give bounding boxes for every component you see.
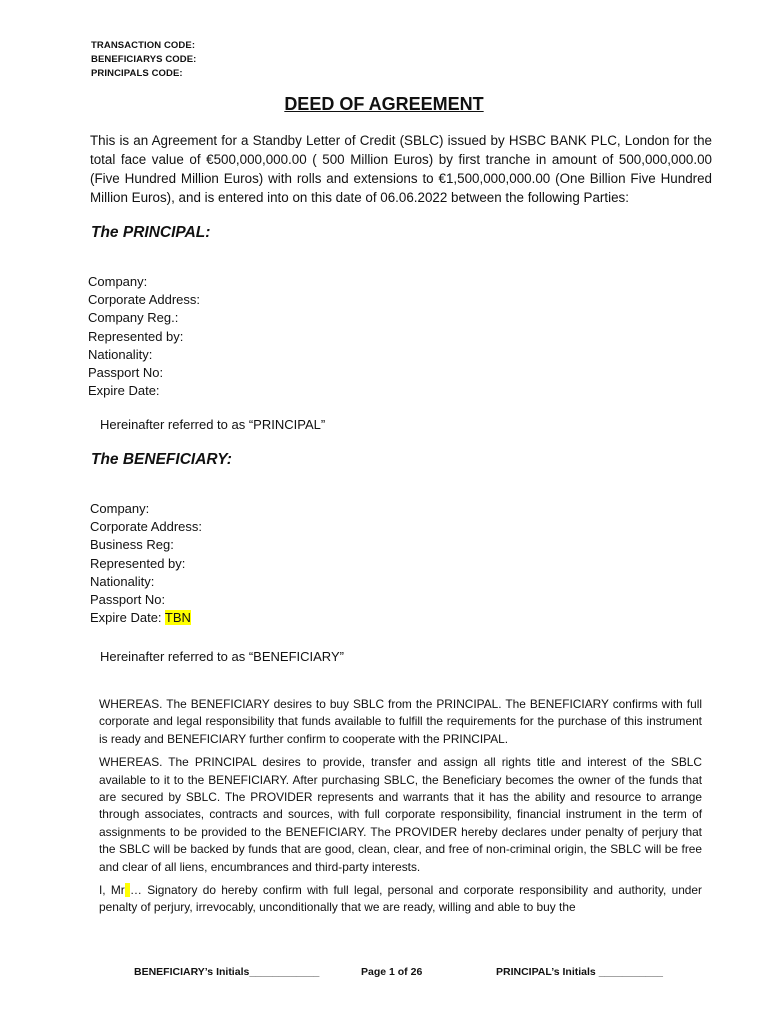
signatory-rest: … Signatory do hereby confirm with full legal, personal and corporate responsibility and authority, under penalty of perjury, irrevocably, unconditionally that we are ready, willing and able to buy the bbox=[99, 883, 702, 915]
principal-company-label: Company: bbox=[88, 274, 148, 289]
beneficiarys-code-label: BENEFICIARYS CODE: bbox=[91, 54, 197, 65]
principals-code-label: PRINCIPALS CODE: bbox=[91, 68, 183, 79]
beneficiary-heading: The BENEFICIARY: bbox=[91, 451, 232, 468]
beneficiary-referred-text: Hereinafter referred to as “BENEFICIARY” bbox=[100, 649, 344, 664]
footer-principal-initials: PRINCIPAL’s Initials ___________ bbox=[496, 966, 663, 978]
principal-fields bbox=[88, 273, 200, 400]
principal-referred-text: Hereinafter referred to as “PRINCIPAL” bbox=[100, 417, 326, 432]
footer-page-number: Page 1 of 26 bbox=[361, 966, 423, 978]
beneficiary-expire-value: TBN bbox=[164, 610, 191, 626]
beneficiary-expire-label: Expire Date: bbox=[90, 610, 165, 626]
principal-represented-label: Represented by: bbox=[88, 328, 184, 344]
signatory-clause bbox=[99, 882, 702, 917]
footer-beneficiary-initials: BENEFICIARY’s Initials____________ bbox=[134, 966, 320, 978]
beneficiary-reg-label: Business Reg: bbox=[90, 537, 174, 553]
beneficiary-passport-label: Passport No: bbox=[90, 592, 166, 608]
beneficiary-address-label: Corporate Address: bbox=[90, 519, 203, 535]
beneficiary-represented-label: Represented by: bbox=[90, 555, 186, 571]
signatory-prefix: I, Mr bbox=[99, 883, 125, 898]
transaction-code-label: TRANSACTION CODE: bbox=[91, 40, 196, 51]
beneficiary-company-label: Company: bbox=[90, 501, 150, 516]
whereas-clause-2: WHEREAS. The PRINCIPAL desires to provide, transfer and assign all rights title and interest of the SBLC available to it to the BENEFICIARY. After purchasing SBLC, the Beneficiary becomes the owner of the funds that are secured by SBLC. The PROVIDER represents and warrants that it has the ability and resource to arrange through associates, contracts and sources, with full corporate responsibility, financial instrument in the term of assignments to be provided to the BENEFICIARY. The PROVIDER hereby declares under penalty of perjury that the SBLC will be backed by funds that are good, clean, clear, and free of non-criminal origin, the SBLC will be free and clear of all liens, encumbrances and third-party interests. bbox=[99, 755, 702, 874]
beneficiary-fields bbox=[90, 500, 202, 627]
intro-paragraph: This is an Agreement for a Standby Letter of Credit (SBLC) issued by HSBC BANK PLC, London for the total face value of €500,000,000.00 ( 500 Million Euros) by first tranche in amount of 500,000,000.00 (Five Hundred Million Euros) with rolls and extensions to €1,500,000,000.00 (One Billion Five Hundred Million Euros), and is entered into on this date of 06.06.2022 between the following Parties: bbox=[90, 133, 712, 205]
principal-nationality-label: Nationality: bbox=[88, 346, 153, 362]
principal-address-label: Corporate Address: bbox=[88, 292, 201, 308]
principal-reg-label: Company Reg.: bbox=[88, 310, 179, 326]
document-title: DEED OF AGREEMENT bbox=[284, 94, 484, 114]
beneficiary-nationality-label: Nationality: bbox=[90, 573, 155, 589]
beneficiary-expire-row bbox=[90, 609, 202, 627]
principal-passport-label: Passport No: bbox=[88, 365, 164, 381]
clauses-section bbox=[99, 696, 702, 923]
whereas-clause-1: WHEREAS. The BENEFICIARY desires to buy SBLC from the PRINCIPAL. The BENEFICIARY confirms with full corporate and legal responsibility that funds available to fulfill the requirements for the purchase of this instrument is ready and BENEFICIARY further confirm to cooperate with the PRINCIPAL. bbox=[99, 697, 702, 746]
principal-expire-label: Expire Date: bbox=[88, 383, 160, 399]
principal-heading: The PRINCIPAL: bbox=[91, 224, 211, 241]
reference-codes bbox=[91, 39, 196, 81]
